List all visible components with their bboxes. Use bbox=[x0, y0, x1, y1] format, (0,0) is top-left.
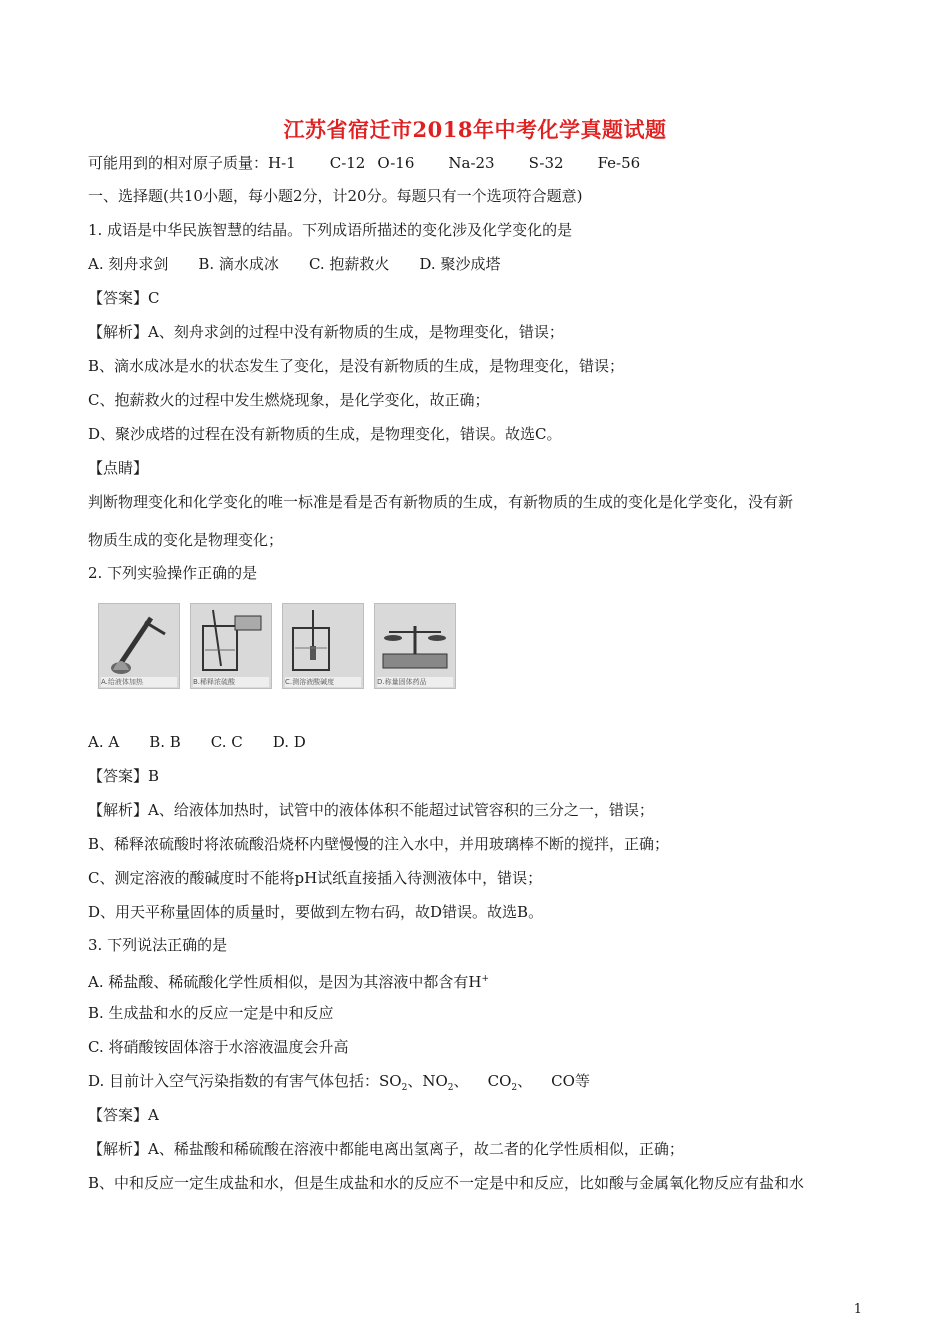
q2-analysis-line: D、用天平称量固体的质量时，要做到左物右码，故D错误。故选B。 bbox=[88, 903, 544, 921]
figure-caption: A.给液体加热 bbox=[101, 677, 177, 687]
q3-option-b: B. 生成盐和水的反应一定是中和反应 bbox=[88, 1004, 334, 1022]
q1-tip-line: 判断物理变化和化学变化的唯一标准是看是否有新物质的生成，有新物质的生成的变化是化学变化，没有新 bbox=[88, 493, 794, 511]
atomic-mass-item: O-16 bbox=[377, 154, 415, 172]
q1-stem: 1. 成语是中华民族智慧的结晶。下列成语所描述的变化涉及化学变化的是 bbox=[88, 221, 573, 239]
figure-d bbox=[374, 603, 456, 689]
q3-option-d-text: 、 CO bbox=[453, 1072, 512, 1090]
figure-c bbox=[282, 603, 364, 689]
q1-tip-line: 物质生成的变化是物理变化； bbox=[88, 531, 284, 549]
q2-stem: 2. 下列实验操作正确的是 bbox=[88, 564, 258, 582]
q3-analysis-line: 【解析】A、稀盐酸和稀硫酸在溶液中都能电离出氢离子，故二者的化学性质相似，正确； bbox=[88, 1140, 684, 1158]
q3-option-d-text: 、 CO等 bbox=[517, 1072, 590, 1090]
page-number: 1 bbox=[853, 1302, 862, 1317]
q3-answer: 【答案】A bbox=[88, 1106, 159, 1124]
subscript: 2 bbox=[447, 1083, 454, 1093]
atomic-mass-item: Na-23 bbox=[448, 154, 495, 172]
q1-analysis-line: C、抱薪救火的过程中发生燃烧现象，是化学变化，故正确； bbox=[88, 391, 490, 409]
q1-option-d: D. 聚沙成塔 bbox=[419, 255, 501, 273]
balance-scale-icon bbox=[375, 604, 455, 688]
q2-option-c: C. C bbox=[210, 733, 243, 751]
q1-option-b: B. 滴水成冰 bbox=[198, 255, 279, 273]
atomic-mass-line bbox=[88, 153, 640, 173]
q1-answer: 【答案】C bbox=[88, 289, 160, 307]
figure-a bbox=[98, 603, 180, 689]
figure-caption: B.稀释浓硫酸 bbox=[193, 677, 269, 687]
q3-stem: 3. 下列说法正确的是 bbox=[88, 936, 228, 954]
atomic-mass-item: S-32 bbox=[528, 154, 564, 172]
atomic-mass-item: C-12 bbox=[329, 154, 366, 172]
q1-option-a: A. 刻舟求剑 bbox=[88, 255, 169, 273]
q3-analysis-line: B、中和反应一定生成盐和水，但是生成盐和水的反应不一定是中和反应，比如酸与金属氧化物反应有盐和水 bbox=[88, 1174, 805, 1192]
q2-option-b: B. B bbox=[149, 733, 181, 751]
q3-option-c: C. 将硝酸铵固体溶于水溶液温度会升高 bbox=[88, 1038, 349, 1056]
test-tube-heating-icon bbox=[99, 604, 179, 688]
q1-analysis-line: 【解析】A、刻舟求剑的过程中没有新物质的生成，是物理变化，错误； bbox=[88, 323, 564, 341]
figure-b bbox=[190, 603, 272, 689]
q2-option-d: D. D bbox=[272, 733, 306, 751]
q1-option-c: C. 抱薪救火 bbox=[308, 255, 390, 273]
subscript: 2 bbox=[401, 1083, 408, 1093]
q2-answer: 【答案】B bbox=[88, 767, 160, 785]
q2-analysis-line: 【解析】A、给液体加热时，试管中的液体体积不能超过试管容积的三分之一，错误； bbox=[88, 801, 654, 819]
atomic-mass-item: Fe-56 bbox=[597, 154, 641, 172]
q1-tip-label: 【点睛】 bbox=[88, 459, 149, 477]
q2-figures bbox=[98, 603, 450, 693]
q1-analysis-line: D、聚沙成塔的过程在没有新物质的生成，是物理变化，错误。故选C。 bbox=[88, 425, 562, 443]
q2-option-a: A. A bbox=[88, 733, 120, 751]
q3-option-d bbox=[88, 1071, 590, 1098]
superscript: + bbox=[481, 974, 489, 984]
dilution-beaker-icon bbox=[191, 604, 271, 688]
atomic-mass-item: H-1 bbox=[268, 154, 296, 172]
figure-caption: C.测溶液酸碱度 bbox=[285, 677, 361, 687]
q1-options bbox=[88, 254, 500, 274]
q3-option-a bbox=[88, 969, 489, 992]
q3-option-d-text: D. 目前计入空气污染指数的有害气体包括：SO bbox=[88, 1072, 402, 1090]
ph-test-beaker-icon bbox=[283, 604, 363, 688]
q2-analysis-line: B、稀释浓硫酸时将浓硫酸沿烧杯内壁慢慢的注入水中，并用玻璃棒不断的搅拌，正确； bbox=[88, 835, 670, 853]
subscript: 2 bbox=[511, 1083, 518, 1093]
q3-option-d-text: 、NO bbox=[407, 1072, 448, 1090]
q1-analysis-line: B、滴水成冰是水的状态发生了变化，是没有新物质的生成，是物理变化，错误； bbox=[88, 357, 625, 375]
q3-option-a-text: A. 稀盐酸、稀硫酸化学性质相似，是因为其溶液中都含有H bbox=[88, 973, 482, 991]
section-heading: 一、选择题(共10小题，每小题2分，计20分。每题只有一个选项符合题意) bbox=[88, 187, 583, 205]
q2-options bbox=[88, 732, 306, 752]
atomic-mass-label: 可能用到的相对原子质量： bbox=[88, 154, 269, 172]
q2-analysis-line: C、测定溶液的酸碱度时不能将pH试纸直接插入待测液体中，错误； bbox=[88, 869, 543, 887]
page-title: 江苏省宿迁市2018年中考化学真题试题 bbox=[283, 117, 667, 142]
figure-caption: D.称量固体药品 bbox=[377, 677, 453, 687]
